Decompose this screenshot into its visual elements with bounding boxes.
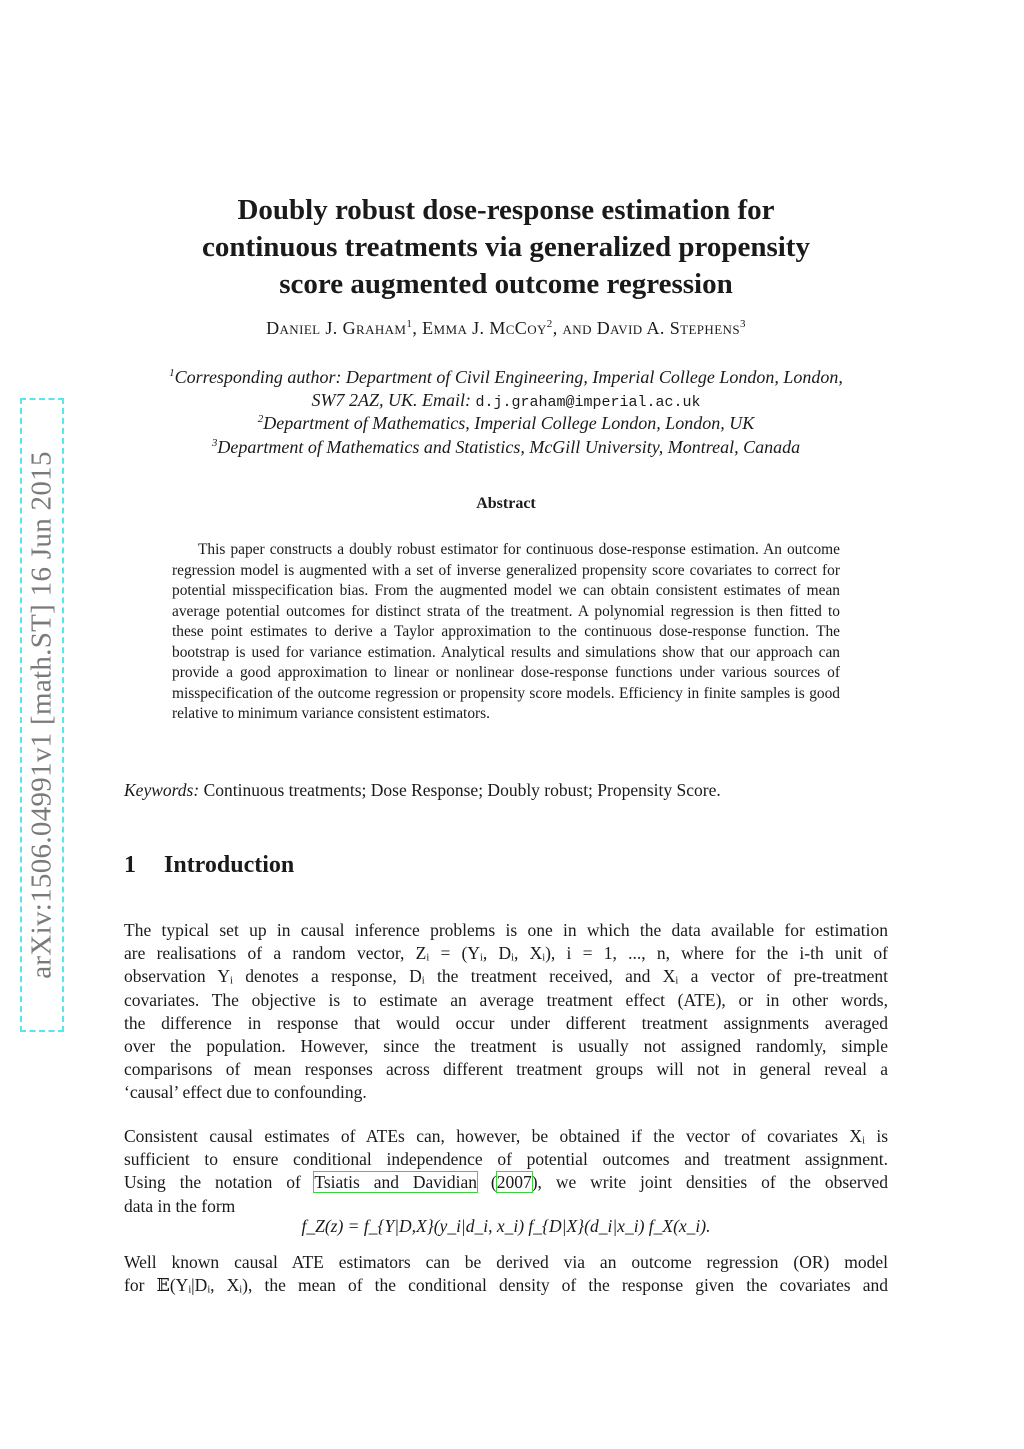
keywords-text: Continuous treatments; Dose Response; Doubly robust; Propensity Score. bbox=[199, 780, 721, 800]
text-line: comparisons of mean responses across different treatment groups will not in general reveal a bbox=[124, 1059, 888, 1080]
text-line: data in the form bbox=[124, 1195, 236, 1216]
text-line: observation Yᵢ denotes a response, Dᵢ the treatment received, and Xᵢ a vector of pre-treatment bbox=[124, 966, 888, 987]
citation-link[interactable]: Tsiatis and Davidian bbox=[314, 1172, 478, 1193]
affiliation-text: Corresponding author: Department of Civil Engineering, Imperial College London, London, bbox=[174, 367, 843, 387]
author-affiliation-mark: 2 bbox=[546, 318, 553, 330]
text-line: the difference in response that would occur under different treatment assignments averaged bbox=[124, 1012, 888, 1033]
title-line: score augmented outcome regression bbox=[279, 268, 733, 300]
section-title: Introduction bbox=[164, 852, 295, 878]
author-affiliation-mark: 1 bbox=[406, 318, 413, 330]
text-line: Consistent causal estimates of ATEs can, however, be obtained if the vector of covariates Xᵢ is bbox=[124, 1126, 888, 1146]
text-line: ‘causal’ effect due to confounding. bbox=[124, 1082, 367, 1103]
intro-paragraph-1 bbox=[124, 919, 888, 1105]
arxiv-id: arXiv:1506.04991v1 [math.ST] 16 Jun 2015 bbox=[25, 451, 58, 979]
intro-paragraph-2 bbox=[124, 1125, 888, 1218]
text-line: over the population. However, since the treatment is usually not assigned randomly, simple bbox=[124, 1036, 888, 1057]
title-line: continuous treatments via generalized propensity bbox=[202, 231, 810, 263]
author-name: Emma J. McCoy bbox=[422, 318, 547, 338]
title-line: Doubly robust dose-response estimation for bbox=[237, 194, 775, 226]
text-line: are realisations of a random vector, Zᵢ = (Yᵢ, Dᵢ, Xᵢ), i = 1, ..., n, where for the i-th unit of bbox=[124, 943, 888, 964]
affiliation-2 bbox=[124, 408, 888, 435]
keywords-label: Keywords: bbox=[124, 780, 200, 800]
affiliation-text: Department of Mathematics and Statistics, McGill University, Montreal, Canada bbox=[217, 437, 801, 457]
paper-title bbox=[124, 192, 888, 303]
affiliation-text: Department of Mathematics, Imperial College London, London, UK bbox=[263, 413, 755, 433]
text-line: The typical set up in causal inference problems is one in which the data available for estimation bbox=[124, 920, 888, 940]
email-link[interactable]: d.j.graham@imperial.ac.uk bbox=[475, 394, 701, 411]
author-separator: , bbox=[412, 318, 423, 338]
affiliation-mark: 1 bbox=[169, 367, 175, 379]
section-number: 1 bbox=[124, 852, 136, 878]
abstract-heading: Abstract bbox=[476, 495, 536, 512]
author-name: David A. Stephens bbox=[596, 318, 740, 338]
citation-year-link[interactable]: 2007 bbox=[496, 1172, 532, 1193]
section-heading bbox=[124, 852, 294, 879]
text-line: sufficient to ensure conditional independence of potential outcomes and treatment assignment. bbox=[124, 1149, 888, 1170]
text-line: covariates. The objective is to estimate an average treatment effect (ATE), or in other words, bbox=[124, 989, 888, 1010]
intro-paragraph-3 bbox=[124, 1251, 888, 1297]
keywords bbox=[124, 780, 888, 801]
affiliation-mark: 3 bbox=[211, 437, 218, 449]
arxiv-stamp[interactable] bbox=[20, 398, 64, 1032]
abstract-text: This paper constructs a doubly robust estimator for continuous dose-response estimation. An outcome regression model is augmented with a set of inverse generalized propensity score covariates to correct for potential misspecification bias. From the augmented model we can obtain consistent estimates of mean average potential outcomes for distinct strata of the treatment. A polynomial regression is then fitted to these point estimates to derive a Taylor approximation to the continuous dose-response function. The bootstrap is used for variance estimation. Analytical results and simulations show that our approach can provide a good approximation to linear or nonlinear dose-response functions under various sources of misspecification of the outcome regression or propensity score models. Efficiency in finite samples is good relative to minimum variance consistent estimators. bbox=[172, 541, 840, 722]
author-name: Daniel J. Graham bbox=[266, 318, 407, 338]
affiliation-1 bbox=[124, 362, 888, 414]
text-line: for 𝔼(Yᵢ|Dᵢ, Xᵢ), the mean of the conditional density of the response given the covariates and bbox=[124, 1275, 888, 1296]
author-separator: , and bbox=[552, 318, 597, 338]
affiliation-3 bbox=[124, 432, 888, 459]
affiliation-text: SW7 2AZ, UK. Email: bbox=[311, 390, 476, 410]
text-fragment: ), we write joint densities of the observed bbox=[531, 1172, 888, 1193]
equation: f_Z(z) = f_{Y|D,X}(y_i|d_i, x_i) f_{D|X}(d_i|x_i) f_X(x_i). bbox=[301, 1216, 711, 1236]
affiliation-mark: 2 bbox=[257, 413, 264, 425]
text-fragment: Using the notation of bbox=[124, 1172, 315, 1193]
text-line bbox=[124, 1171, 888, 1194]
text-line: Well known causal ATE estimators can be derived via an outcome regression (OR) model bbox=[124, 1252, 888, 1272]
author-list bbox=[124, 318, 888, 339]
author-affiliation-mark: 3 bbox=[739, 318, 746, 330]
text-fragment: ( bbox=[477, 1172, 497, 1193]
